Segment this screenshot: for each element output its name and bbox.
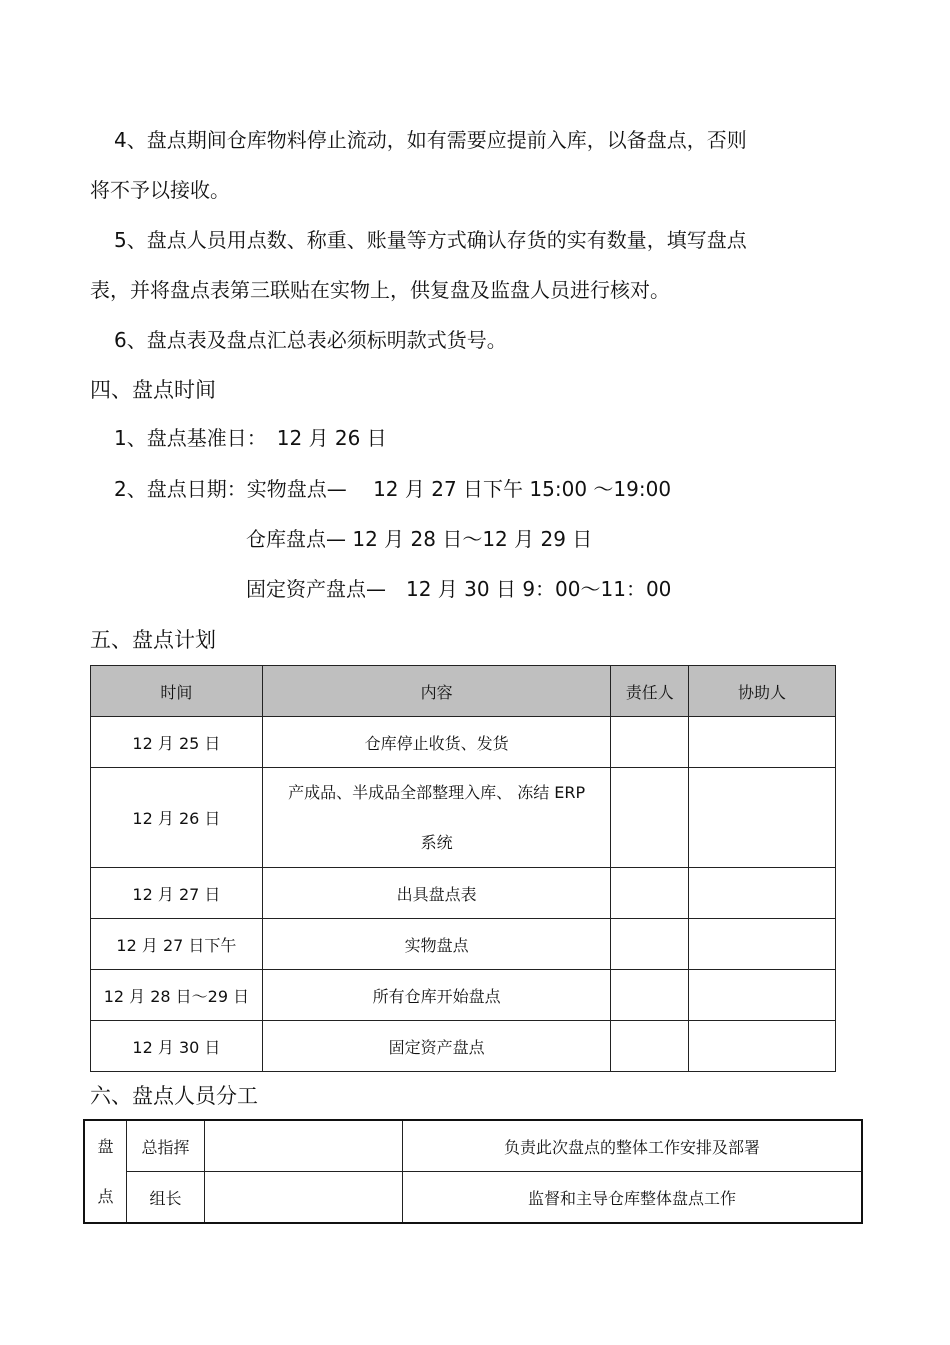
- group-label-char-2: 点: [97, 1186, 114, 1206]
- table-row: [91, 868, 836, 919]
- cell-assistant: [688, 919, 835, 970]
- cell-duty: 负责此次盘点的整体工作安排及部署: [403, 1120, 863, 1172]
- paragraph-4-line-1: 4、盘点期间仓库物料停止流动，如有需要应提前入库，以备盘点，否则: [114, 128, 747, 152]
- table-row: [91, 919, 836, 970]
- cell-responsible: [611, 919, 689, 970]
- paragraph-5-line-1: 5、盘点人员用点数、称重、账量等方式确认存货的实有数量，填写盘点: [114, 228, 747, 252]
- cell-person: [205, 1172, 403, 1224]
- cell-assistant: [688, 768, 835, 868]
- cell-duty: 监督和主导仓库整体盘点工作: [403, 1172, 863, 1224]
- inventory-date-physical: 2、盘点日期：实物盘点— 12 月 27 日下午 15:00 ～19:00: [114, 477, 672, 501]
- cell-content: 固定资产盘点: [262, 1021, 611, 1072]
- cell-responsible: [611, 717, 689, 768]
- group-label: [84, 1120, 127, 1223]
- cell-content-line-1: 产成品、半成品全部整理入库、 冻结 ERP: [288, 783, 586, 802]
- paragraph-5-line-2: 表，并将盘点表第三联贴在实物上，供复盘及监盘人员进行核对。: [90, 278, 670, 302]
- table-row: [91, 970, 836, 1021]
- cell-role: 总指挥: [127, 1120, 205, 1172]
- cell-assistant: [688, 1021, 835, 1072]
- table-row: [91, 717, 836, 768]
- table-row: [91, 768, 836, 868]
- cell-person: [205, 1120, 403, 1172]
- header-time: 时间: [91, 666, 263, 717]
- paragraph-4-line-2: 将不予以接收。: [90, 178, 230, 202]
- cell-responsible: [611, 1021, 689, 1072]
- table-row: [91, 1021, 836, 1072]
- staff-assignment-table: [83, 1119, 863, 1224]
- cell-time: 12 月 27 日下午: [91, 919, 263, 970]
- section-6-heading: 六、盘点人员分工: [90, 1084, 258, 1108]
- cell-responsible: [611, 970, 689, 1021]
- cell-content: [262, 768, 611, 868]
- group-label-char-1: 盘: [97, 1136, 114, 1156]
- cell-role: 组长: [127, 1172, 205, 1224]
- cell-content: 出具盘点表: [262, 868, 611, 919]
- header-assistant: 协助人: [688, 666, 835, 717]
- cell-assistant: [688, 717, 835, 768]
- cell-time: 12 月 26 日: [91, 768, 263, 868]
- cell-content: 实物盘点: [262, 919, 611, 970]
- cell-assistant: [688, 868, 835, 919]
- cell-time: 12 月 28 日～29 日: [91, 970, 263, 1021]
- cell-time: 12 月 25 日: [91, 717, 263, 768]
- section-4-heading: 四、盘点时间: [90, 378, 216, 402]
- header-content: 内容: [262, 666, 611, 717]
- cell-time: 12 月 30 日: [91, 1021, 263, 1072]
- cell-responsible: [611, 768, 689, 868]
- inventory-plan-table: [90, 665, 836, 1072]
- inventory-date-warehouse: 仓库盘点— 12 月 28 日～12 月 29 日: [246, 527, 593, 551]
- header-responsible: 责任人: [611, 666, 689, 717]
- table-row: [84, 1172, 862, 1224]
- cell-content-line-2: 系统: [420, 833, 453, 852]
- paragraph-6: 6、盘点表及盘点汇总表必须标明款式货号。: [114, 328, 507, 352]
- cell-assistant: [688, 970, 835, 1021]
- cell-content: 所有仓库开始盘点: [262, 970, 611, 1021]
- cell-responsible: [611, 868, 689, 919]
- cell-time: 12 月 27 日: [91, 868, 263, 919]
- table-header-row: [91, 666, 836, 717]
- cell-content: 仓库停止收货、发货: [262, 717, 611, 768]
- inventory-date-fixed-assets: 固定资产盘点— 12 月 30 日 9：00～11：00: [246, 577, 672, 601]
- section-5-heading: 五、盘点计划: [90, 628, 216, 652]
- table-row: [84, 1120, 862, 1172]
- inventory-base-date: 1、盘点基准日： 12 月 26 日: [114, 426, 387, 450]
